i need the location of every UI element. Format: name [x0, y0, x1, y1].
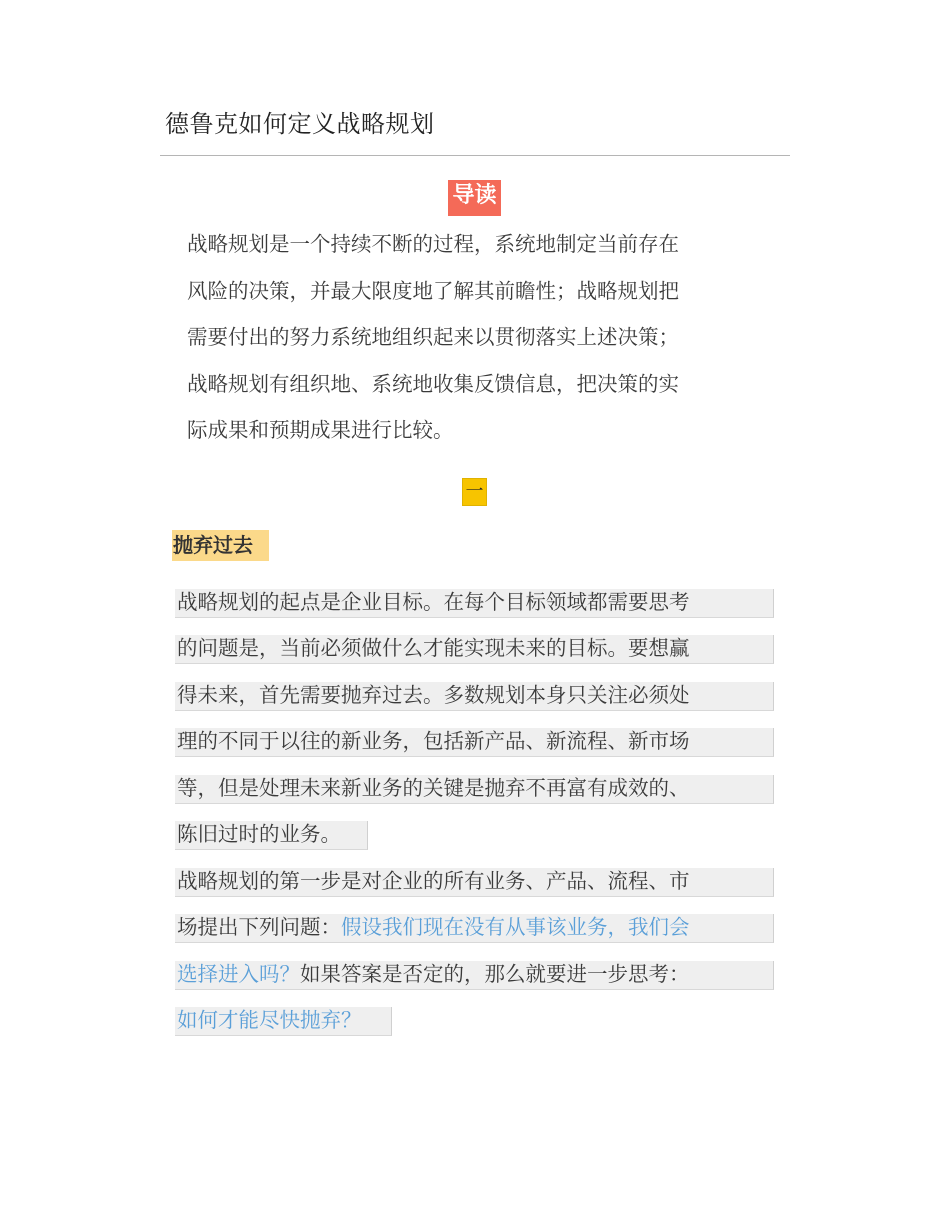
question-text: 假设我们现在没有从事该业务，我们会 — [341, 915, 690, 939]
intro-badge: 导读 — [448, 180, 501, 216]
body-line: 等，但是处理未来新业务的关键是抛弃不再富有成效的、 — [175, 775, 774, 804]
body-line: 战略规划的第一步是对企业的所有业务、产品、流程、市 — [175, 868, 774, 897]
body-line: 的问题是，当前必须做什么才能实现未来的目标。要想赢 — [175, 635, 774, 664]
section-heading: 抛弃过去 — [172, 530, 269, 561]
intro-line: 战略规划是一个持续不断的过程，系统地制定当前存在 — [187, 232, 679, 256]
section-number-badge: 一 — [462, 478, 487, 506]
intro-paragraph — [187, 221, 762, 454]
body-line — [175, 914, 774, 943]
question-line: 如何才能尽快抛弃？ — [175, 1007, 392, 1036]
body-line: 战略规划的起点是企业目标。在每个目标领域都需要思考 — [175, 589, 774, 618]
body-line — [175, 961, 774, 990]
body-text: 如果答案是否定的，那么就要进一步思考： — [300, 962, 690, 986]
body-text: 场提出下列问题： — [177, 915, 341, 939]
title-divider — [160, 155, 790, 156]
page-title: 德鲁克如何定义战略规划 — [165, 110, 435, 138]
intro-line: 需要付出的努力系统地组织起来以贯彻落实上述决策； — [187, 325, 679, 349]
body-line: 理的不同于以往的新业务，包括新产品、新流程、新市场 — [175, 728, 774, 757]
body-line: 得未来，首先需要抛弃过去。多数规划本身只关注必须处 — [175, 682, 774, 711]
question-text: 选择进入吗？ — [177, 962, 300, 986]
intro-line: 风险的决策，并最大限度地了解其前瞻性；战略规划把 — [187, 278, 679, 303]
body-line: 陈旧过时的业务。 — [175, 821, 368, 850]
intro-line: 战略规划有组织地、系统地收集反馈信息，把决策的实 — [187, 371, 679, 396]
intro-line: 际成果和预期成果进行比较。 — [187, 418, 454, 442]
